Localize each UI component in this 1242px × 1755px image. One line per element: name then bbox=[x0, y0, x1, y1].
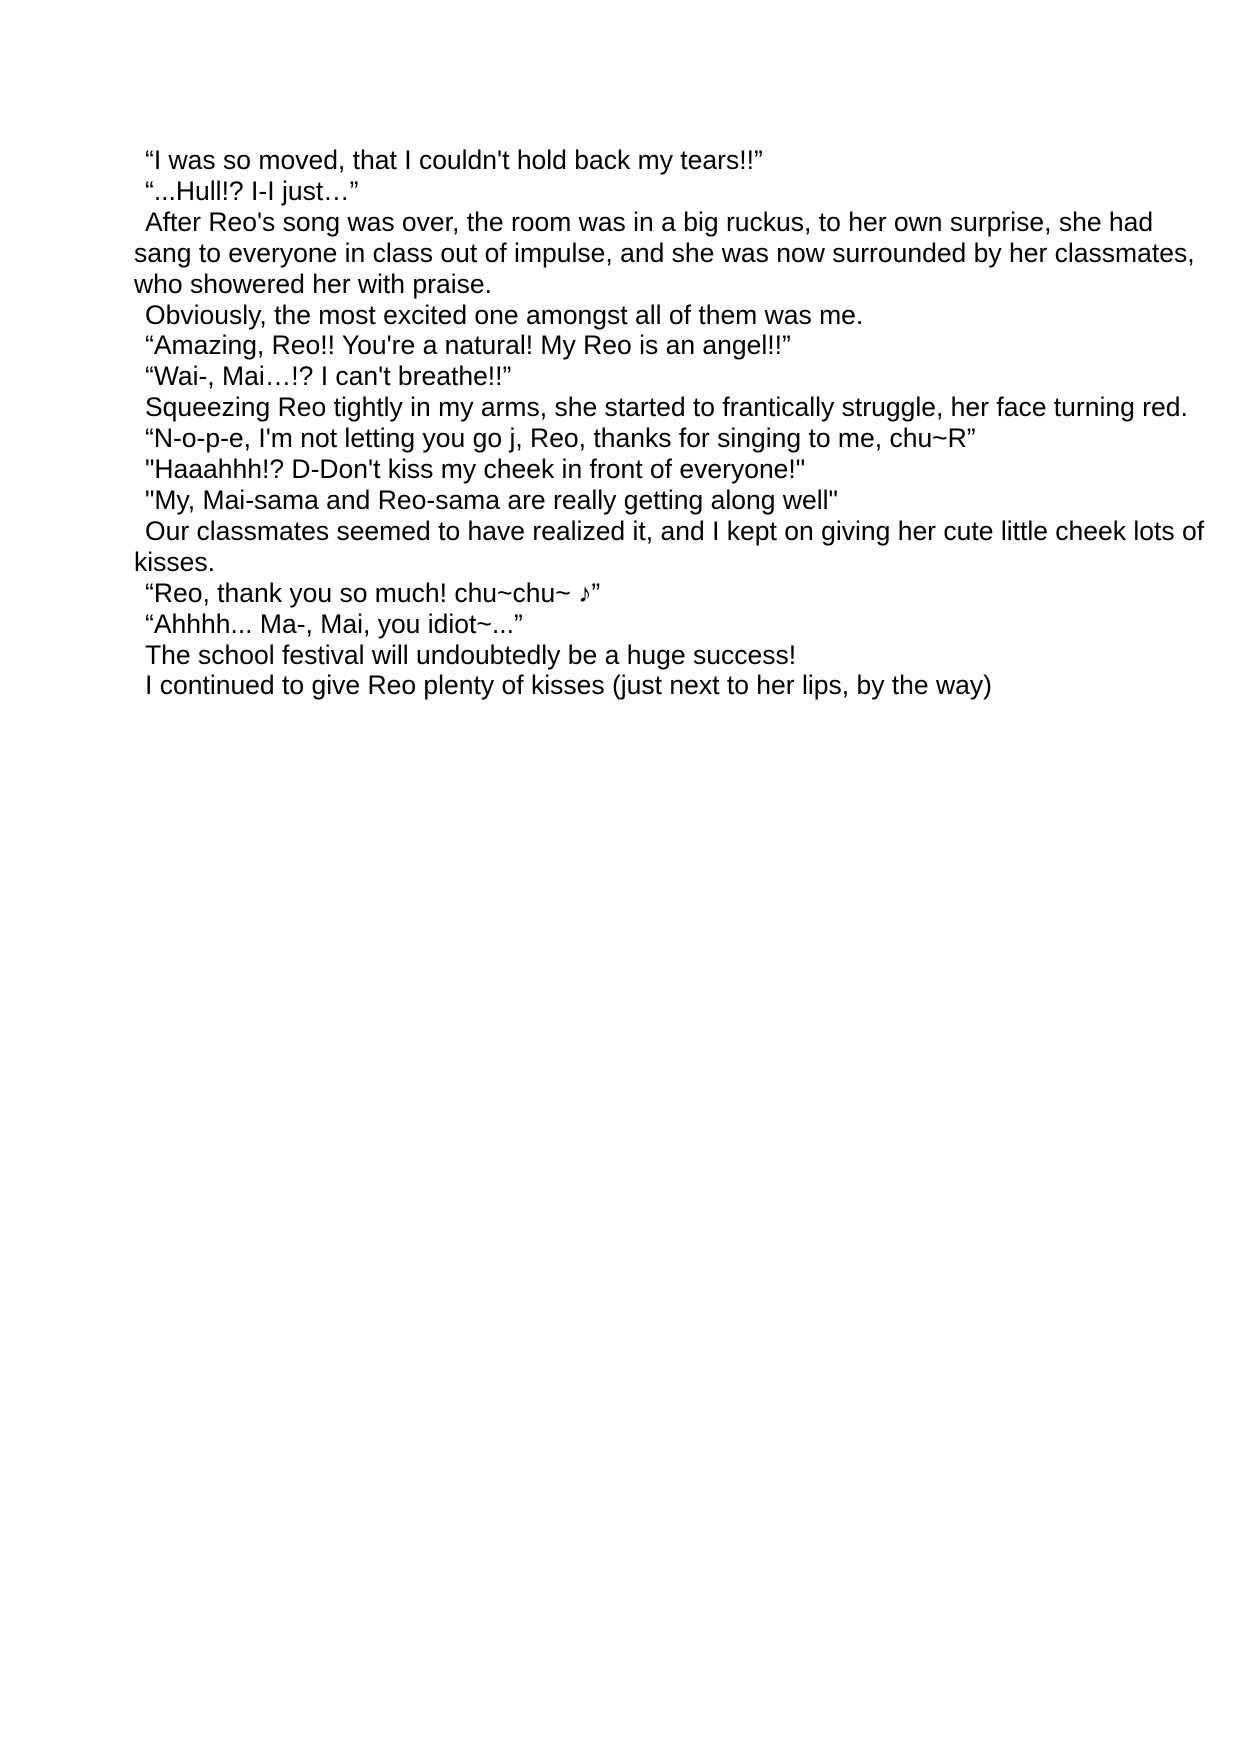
text-line: The school festival will undoubtedly be a huge success! bbox=[145, 639, 797, 670]
text-line: who showered her with praise. bbox=[134, 268, 492, 299]
text-line: “...Hull!? I-I just…” bbox=[145, 175, 359, 206]
text-line: sang to everyone in class out of impulse, and she was now surrounded by her classmates, bbox=[134, 237, 1195, 268]
text-line: Our classmates seemed to have realized it, and I kept on giving her cute little cheek lots of bbox=[145, 515, 1205, 546]
text-line: “N-o-p-e, I'm not letting you go j, Reo, thanks for singing to me, chu~R” bbox=[145, 423, 976, 454]
text-line: After Reo's song was over, the room was in a big ruckus, to her own surprise, she had bbox=[145, 206, 1154, 237]
text-line: "My, Mai-sama and Reo-sama are really getting along well" bbox=[145, 484, 838, 515]
text-line: “Ahhhh... Ma-, Mai, you idiot~...” bbox=[145, 608, 523, 639]
text-line: Squeezing Reo tightly in my arms, she started to frantically struggle, her face turning red. bbox=[145, 392, 1188, 423]
document-text-block bbox=[134, 145, 1205, 701]
text-line: “Wai-, Mai…!? I can't breathe!!” bbox=[145, 361, 512, 392]
text-line: Obviously, the most excited one amongst all of them was me. bbox=[145, 299, 864, 330]
text-line: I continued to give Reo plenty of kisses (just next to her lips, by the way) bbox=[145, 670, 992, 701]
text-line: “Reo, thank you so much! chu~chu~ ♪” bbox=[145, 577, 601, 608]
text-line: "Haaahhh!? D-Don't kiss my cheek in front of everyone!" bbox=[145, 454, 806, 485]
text-line: “Amazing, Reo!! You're a natural! My Reo is an angel!!” bbox=[145, 330, 791, 361]
text-line: “I was so moved, that I couldn't hold back my tears!!” bbox=[145, 145, 763, 175]
text-line: kisses. bbox=[134, 546, 215, 577]
